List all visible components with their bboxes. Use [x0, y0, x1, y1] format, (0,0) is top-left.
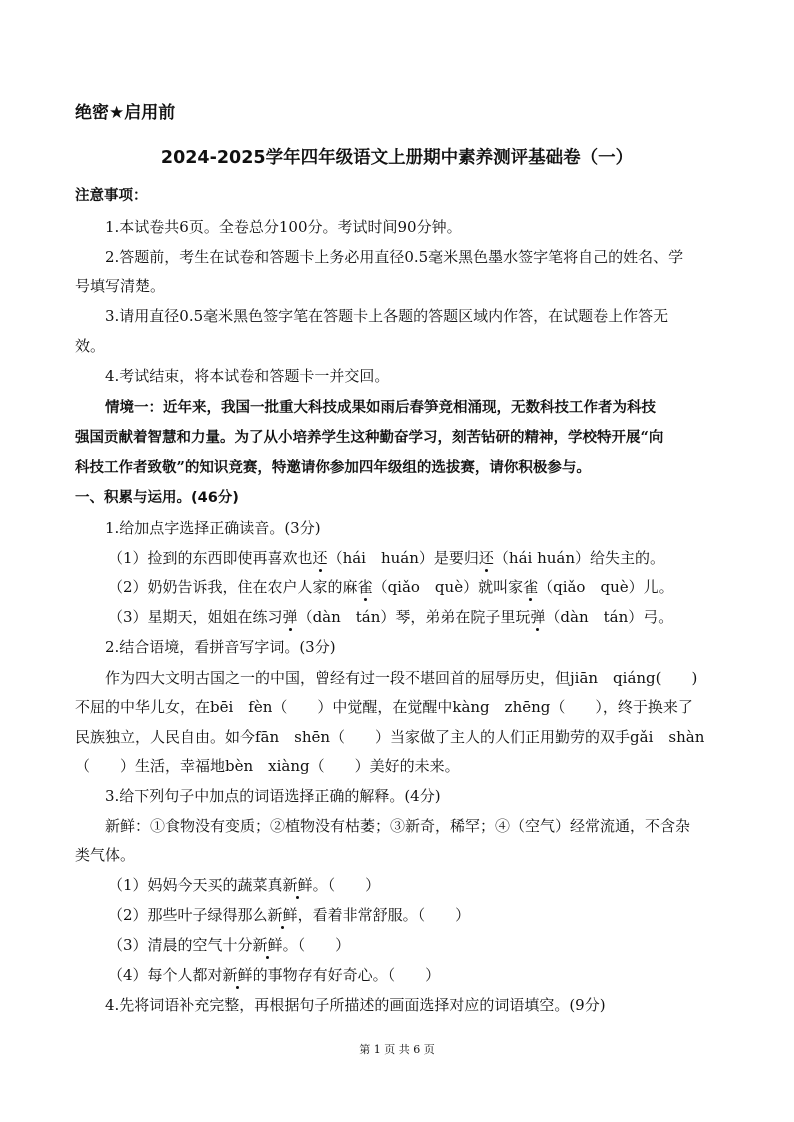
q1-item-3: （3）星期天，姐姐在练习弹（dàn tán）琴，弟弟在院子里玩弹（dàn tán）弓。: [108, 608, 674, 626]
q2-passage-line-1: 作为四大文明古国之一的中国，曾经有过一段不堪回首的屈辱历史，但jiān qiáng( ): [105, 669, 698, 687]
page-footer: 第 1 页 共 6 页: [359, 1043, 435, 1056]
q3-stem: 3.给下列句子中加点的词语选择正确的解释。(4分): [105, 787, 441, 805]
exam-title: 2024-2025学年四年级语文上册期中素养测评基础卷（一）: [160, 148, 634, 168]
q1-item-1: （1）捡到的东西即使再喜欢也还（hái huán）是要归还（hái huán）给失主的。: [108, 549, 666, 567]
context-line-1: 情境一：近年来，我国一批重大科技成果如雨后春笋竞相涌现，无数科技工作者为科技: [105, 399, 656, 416]
q3-definition-line-1: 新鲜：①食物没有变质；②植物没有枯萎；③新奇，稀罕；④（空气）经常流通，不含杂: [105, 817, 691, 835]
confidential-mark: 绝密★启用前: [75, 103, 176, 123]
q2-passage-line-2: 不屈的中华儿女，在bēi fèn（ ）中觉醒，在觉醒中kàng zhēng（ ），终于换来了: [75, 698, 693, 716]
q4-stem: 4.先将词语补充完整，再根据句子所描述的画面选择对应的词语填空。(9分): [105, 996, 606, 1014]
dotted-char: 还: [478, 549, 494, 567]
dotted-char: 还: [312, 549, 328, 567]
note-2-line-1: 2.答题前，考生在试卷和答题卡上务必用直径0.5毫米黑色墨水签字笔将自己的姓名、学: [105, 248, 684, 266]
section-1-heading: 一、积累与运用。(46分): [75, 490, 239, 506]
note-3-line-1: 3.请用直径0.5毫米黑色签字笔在答题卡上各题的答题区域内作答，在试题卷上作答无: [105, 307, 669, 325]
q3-item-1: （1）妈妈今天买的蔬菜真新鲜。（ ）: [108, 876, 381, 894]
notes-heading: 注意事项：: [75, 188, 148, 204]
q1-item-2: （2）奶奶告诉我，住在农户人家的麻雀（qiǎo què）就叫家雀（qiǎo què）儿。: [108, 578, 674, 596]
q3-item-3: （3）清晨的空气十分新鲜。（ ）: [108, 936, 351, 954]
dotted-char: 雀: [523, 578, 539, 596]
q3-item-4: （4）每个人都对新鲜的事物存有好奇心。（ ）: [108, 966, 441, 984]
dotted-word: 新鲜: [252, 936, 283, 954]
q1-stem: 1.给加点字选择正确读音。(3分): [105, 519, 321, 537]
note-4: 4.考试结束，将本试卷和答题卡一并交回。: [105, 367, 390, 385]
q3-item-2: （2）那些叶子绿得那么新鲜，看着非常舒服。（ ）: [108, 906, 471, 924]
dotted-char: 雀: [357, 578, 373, 596]
dotted-word: 新鲜: [282, 876, 313, 894]
context-line-2: 强国贡献着智慧和力量。为了从小培养学生这种勤奋学习，刻苦钻研的精神，学校特开展“向: [75, 429, 664, 446]
context-line-3: 科技工作者致敬”的知识竞赛，特邀请你参加四年级组的选拔赛，请你积极参与。: [75, 459, 591, 476]
dotted-char: 弹: [530, 608, 546, 626]
q2-stem: 2.结合语境，看拼音写字词。(3分): [105, 638, 336, 656]
dotted-char: 弹: [282, 608, 298, 626]
q3-definition-line-2: 类气体。: [75, 846, 136, 864]
note-1: 1.本试卷共6页。全卷总分100分。考试时间90分钟。: [105, 218, 462, 236]
dotted-word: 新鲜: [222, 966, 253, 984]
q2-passage-line-3: 民族独立，人民自由。如今fān shēn（ ）当家做了主人的人们正用勤劳的双手gǎi shàn: [75, 728, 705, 746]
note-3-line-2: 效。: [75, 337, 106, 355]
dotted-word: 新鲜: [267, 906, 298, 924]
q2-passage-line-4: （ ）生活，幸福地bèn xiàng（ ）美好的未来。: [75, 757, 460, 775]
note-2-line-2: 号填写清楚。: [75, 277, 166, 295]
